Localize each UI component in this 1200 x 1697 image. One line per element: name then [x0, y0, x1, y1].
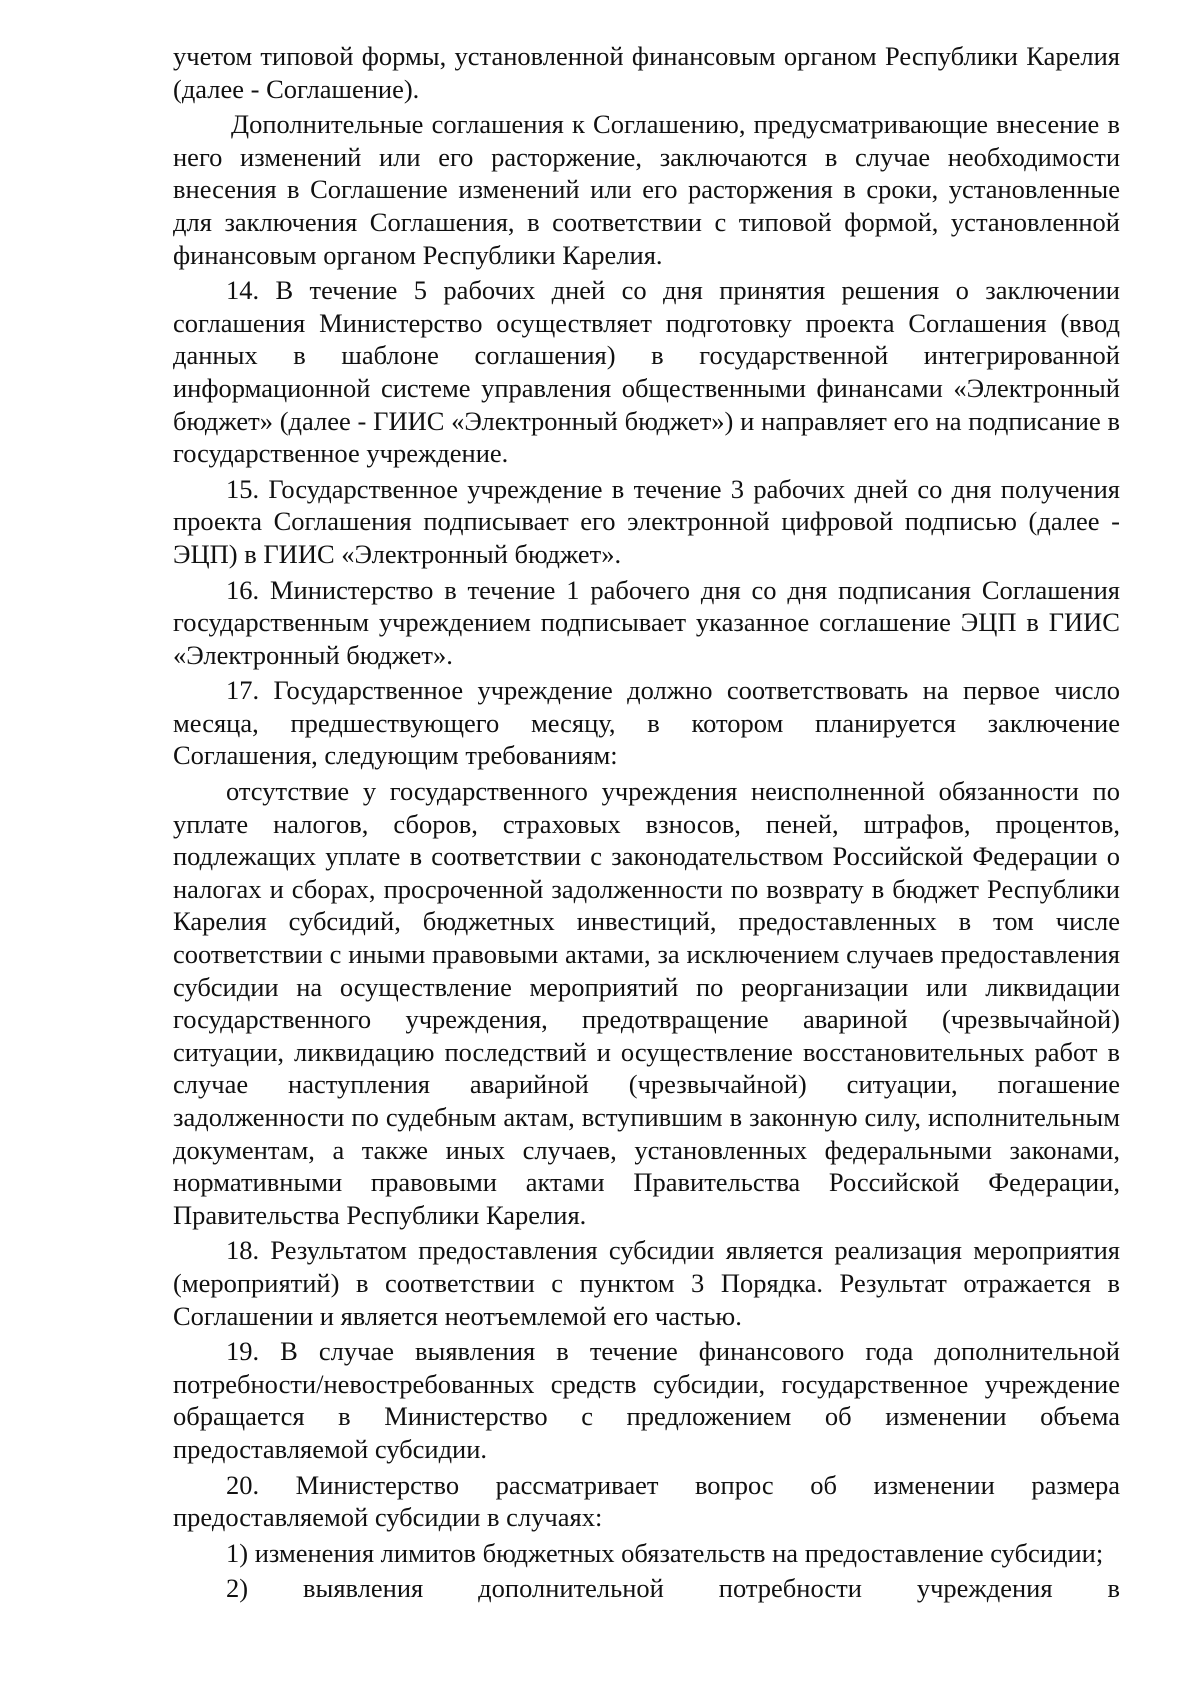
paragraph-20-item-2: 2) выявления дополнительной потребности учреждения в — [226, 1573, 1120, 1604]
paragraph-17: 17. Государственное учреждение должно соответствовать на первое число месяца, предшествующего месяцу, в котором планируется заключение Соглашения, следующим требованиям: — [173, 675, 1120, 771]
paragraph-17-requirement: отсутствие у государственного учреждения неисполненной обязанности по уплате налогов, сборов, страховых взносов, пеней, штрафов, процентов, подлежащих уплате в соответствии с законодательством Российской Федерации о налогах и сборах, просроченной задолженности по возврату в бюджет Республики Карелия субсидий, бюджетных инвестиций, предоставленных в том числе соответствии с иными правовыми актами, за исключением случаев предоставления субсидии на осуществление мероприятий по реорганизации или ликвидации государственного учреждения, предотвращение авариной (чрезвычайной) ситуации, ликвидацию последствий и осуществление восстановительных работ в случае наступления аварийной (чрезвычайной) ситуации, погашение задолженности по судебным актам, вступившим в законную силу, исполнительным документам, а также иных случаев, установленных федеральными законами, нормативными правовыми актами Правительства Российской Федерации, Правительства Республики Карелия. — [173, 776, 1120, 1230]
paragraph-additional-agreements: Дополнительные соглашения к Соглашению, предусматривающие внесение в него изменений или его расторжение, заключаются в случае необходимости внесения в Соглашение изменений или его расторжения в сроки, установленные для заключения Соглашения, в соответствии с типовой формой, установленной финансовым органом Республики Карелия. — [173, 109, 1120, 270]
paragraph-15: 15. Государственное учреждение в течение 3 рабочих дней со дня получения проекта Соглашения подписывает его электронной цифровой подписью (далее - ЭЦП) в ГИИС «Электронный бюджет». — [173, 473, 1120, 569]
paragraph-16: 16. Министерство в течение 1 рабочего дня со дня подписания Соглашения государственным учреждением подписывает указанное соглашение ЭЦП в ГИИС «Электронный бюджет». — [173, 574, 1120, 670]
paragraph-continuation: учетом типовой формы, установленной финансовым органом Республики Карелия (далее - Соглашение). — [173, 41, 1120, 104]
paragraph-19: 19. В случае выявления в течение финансового года дополнительной потребности/невостребованных средств субсидии, государственное учреждение обращается в Министерство с предложением об изменении объема предоставляемой субсидии. — [173, 1336, 1120, 1464]
document-page — [173, 40, 1120, 1605]
paragraph-20: 20. Министерство рассматривает вопрос об изменении размера предоставляемой субсидии в случаях: — [173, 1469, 1120, 1533]
paragraph-14: 14. В течение 5 рабочих дней со дня принятия решения о заключении соглашения Министерство осуществляет подготовку проекта Соглашения (ввод данных в шаблоне соглашения) в государственной интегрированной информационной системе управления общественными финансами «Электронный бюджет» (далее - ГИИС «Электронный бюджет») и направляет его на подписание в государственное учреждение. — [173, 275, 1120, 469]
paragraph-18: 18. Результатом предоставления субсидии является реализация мероприятия (мероприятий) в соответствии с пунктом 3 Порядка. Результат отражается в Соглашении и является неотъемлемой его частью. — [173, 1235, 1120, 1331]
paragraph-20-item-1: 1) изменения лимитов бюджетных обязательств на предоставление субсидии; — [226, 1537, 1104, 1568]
